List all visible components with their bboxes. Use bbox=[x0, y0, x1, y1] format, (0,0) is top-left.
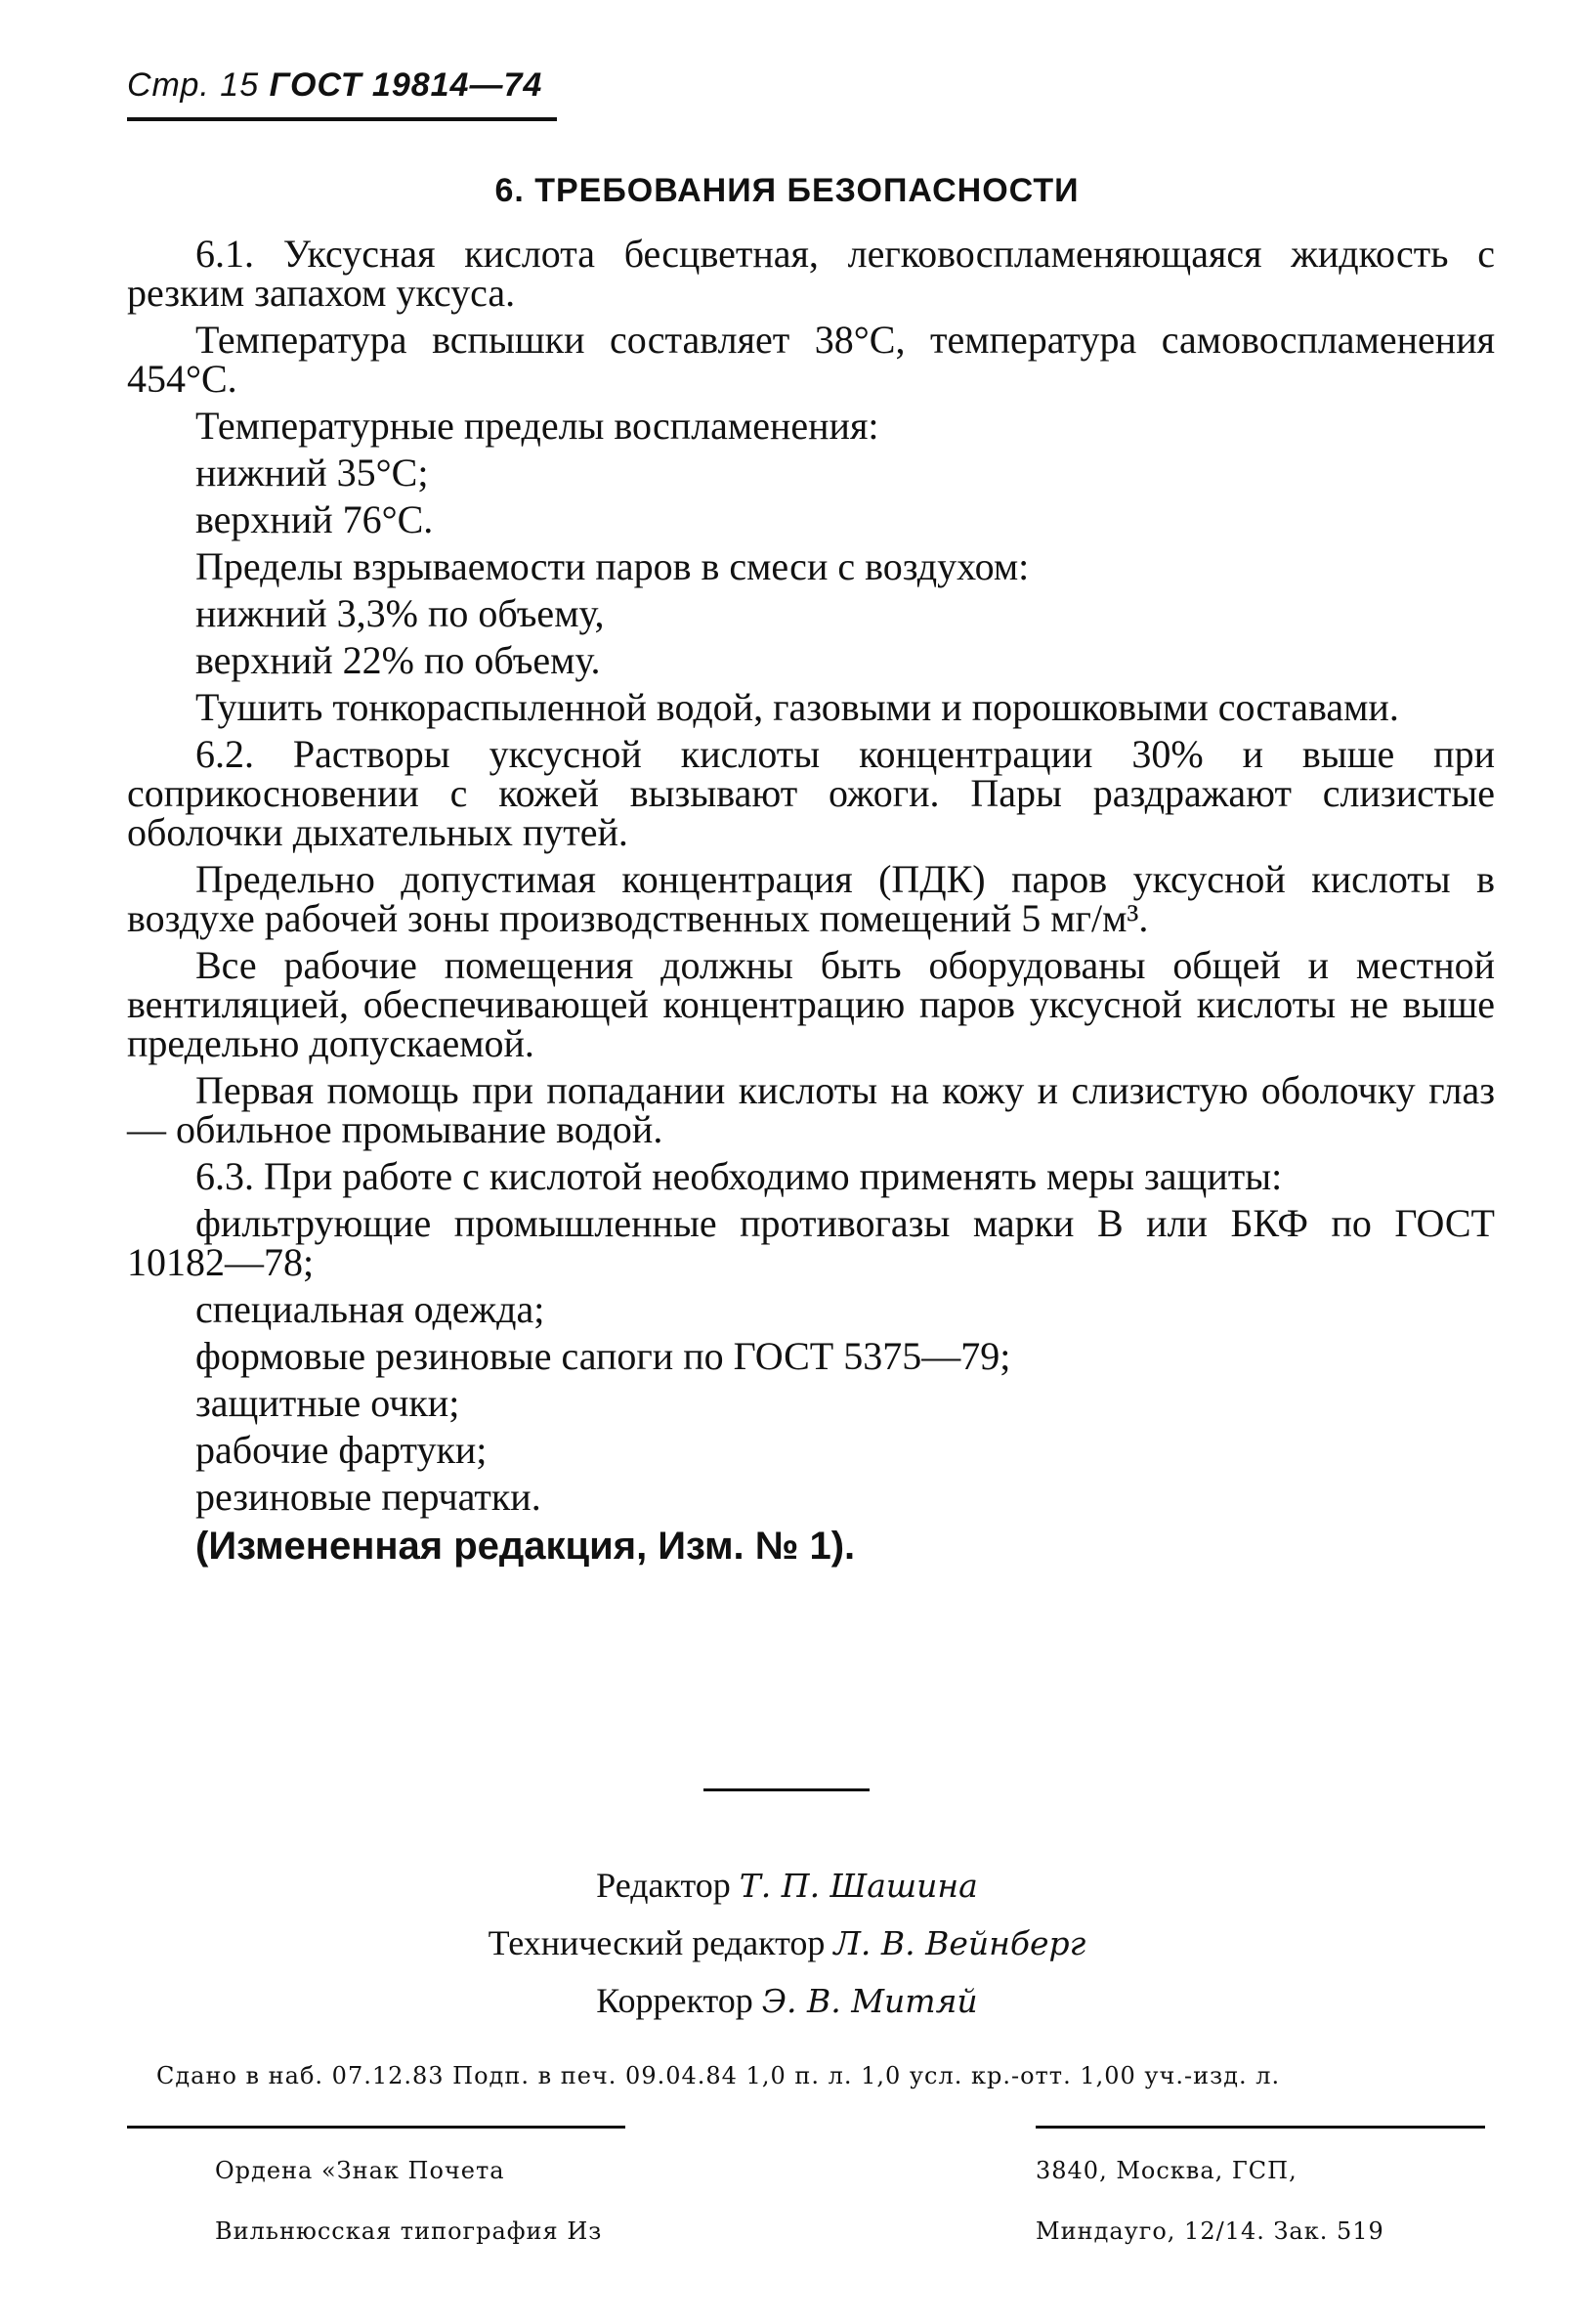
credits-block bbox=[0, 1857, 1574, 2030]
section-body bbox=[127, 232, 1495, 1568]
corrector-line bbox=[0, 1972, 1574, 2030]
list-item: нижний 35°С; bbox=[195, 451, 429, 495]
list-item: рабочие фартуки; bbox=[195, 1428, 488, 1472]
list-item: резиновые перчатки. bbox=[195, 1475, 541, 1519]
imprint-line: Сдано в наб. 07.12.83 Подп. в печ. 09.04.84 1,0 п. л. 1,0 усл. кр.-отт. 1,00 уч.-изд. л. bbox=[156, 2062, 1281, 2089]
imprint-rule-right bbox=[1036, 2126, 1485, 2129]
paragraph: Все рабочие помещения должны быть оборудованы общей и местной вентиляцией, обеспечивающей концентрацию паров уксусной кислоты не выше предельно допускаемой. bbox=[127, 943, 1495, 1065]
revision-note: (Измененная редакция, Изм. № 1). bbox=[195, 1525, 856, 1568]
imprint-left-2: Вильнюсская типография Из bbox=[215, 2217, 603, 2245]
page-number: Стр. 15 bbox=[127, 66, 260, 104]
paragraph: Температурные пределы воспламенения: bbox=[195, 404, 879, 448]
editor-label: Редактор bbox=[596, 1866, 731, 1905]
paragraph: 6.3. При работе с кислотой необходимо применять меры защиты: bbox=[195, 1154, 1283, 1198]
imprint-left-1: Ордена «Знак Почета bbox=[215, 2157, 505, 2184]
list-item: верхний 22% по объему. bbox=[195, 638, 601, 682]
list-item: защитные очки; bbox=[195, 1381, 460, 1425]
imprint-right bbox=[1036, 2140, 1384, 2261]
section-title: 6. ТРЕБОВАНИЯ БЕЗОПАСНОСТИ bbox=[494, 172, 1080, 209]
tech-editor-name: Л. В. Вейнберг bbox=[833, 1924, 1086, 1962]
paragraph: 6.2. Растворы уксусной кислоты концентрации 30% и выше при соприкосновении с кожей вызывают ожоги. Пары раздражают слизистые оболочки дыхательных путей. bbox=[127, 732, 1495, 854]
imprint-right-2: Миндауго, 12/14. Зак. 519 bbox=[1036, 2217, 1384, 2245]
list-item: верхний 76°С. bbox=[195, 497, 434, 541]
paragraph: Первая помощь при попадании кислоты на кожу и слизистую оболочку глаз — обильное промывание водой. bbox=[127, 1068, 1495, 1151]
corrector-name: Э. В. Митяй bbox=[761, 1982, 978, 2020]
imprint-left bbox=[215, 2140, 602, 2261]
paragraph: Пределы взрываемости паров в смеси с воздухом: bbox=[195, 544, 1030, 588]
list-item: фильтрующие промышленные противогазы марки В или БКФ по ГОСТ 10182—78; bbox=[127, 1201, 1495, 1284]
list-item: нижний 3,3% по объему, bbox=[195, 591, 605, 635]
standard-id: ГОСТ 19814—74 bbox=[269, 66, 543, 104]
editor-name: Т. П. Шашина bbox=[739, 1867, 978, 1905]
page-header bbox=[127, 66, 542, 105]
corrector-label: Корректор bbox=[596, 1981, 753, 2020]
imprint-rule-left bbox=[127, 2126, 625, 2129]
editor-line bbox=[0, 1857, 1574, 1915]
list-item: формовые резиновые сапоги по ГОСТ 5375—79; bbox=[195, 1334, 1011, 1378]
list-item: специальная одежда; bbox=[195, 1287, 545, 1331]
imprint-right-1: 3840, Москва, ГСП, bbox=[1036, 2157, 1297, 2184]
paragraph: Предельно допустимая концентрация (ПДК) паров уксусной кислоты в воздухе рабочей зоны производственных помещений 5 мг/м³. bbox=[127, 857, 1495, 940]
paragraph: Температура вспышки составляет 38°С, температура самовоспламенения 454°С. bbox=[127, 318, 1495, 401]
tech-editor-line bbox=[0, 1915, 1574, 1972]
paragraph: Тушить тонкораспыленной водой, газовыми и порошковыми составами. bbox=[195, 685, 1399, 729]
section-separator bbox=[703, 1788, 870, 1791]
paragraph: 6.1. Уксусная кислота бесцветная, легковоспламеняющаяся жидкость с резким запахом уксуса. bbox=[127, 232, 1495, 315]
header-divider bbox=[127, 117, 557, 121]
tech-editor-label: Технический редактор bbox=[488, 1923, 826, 1962]
